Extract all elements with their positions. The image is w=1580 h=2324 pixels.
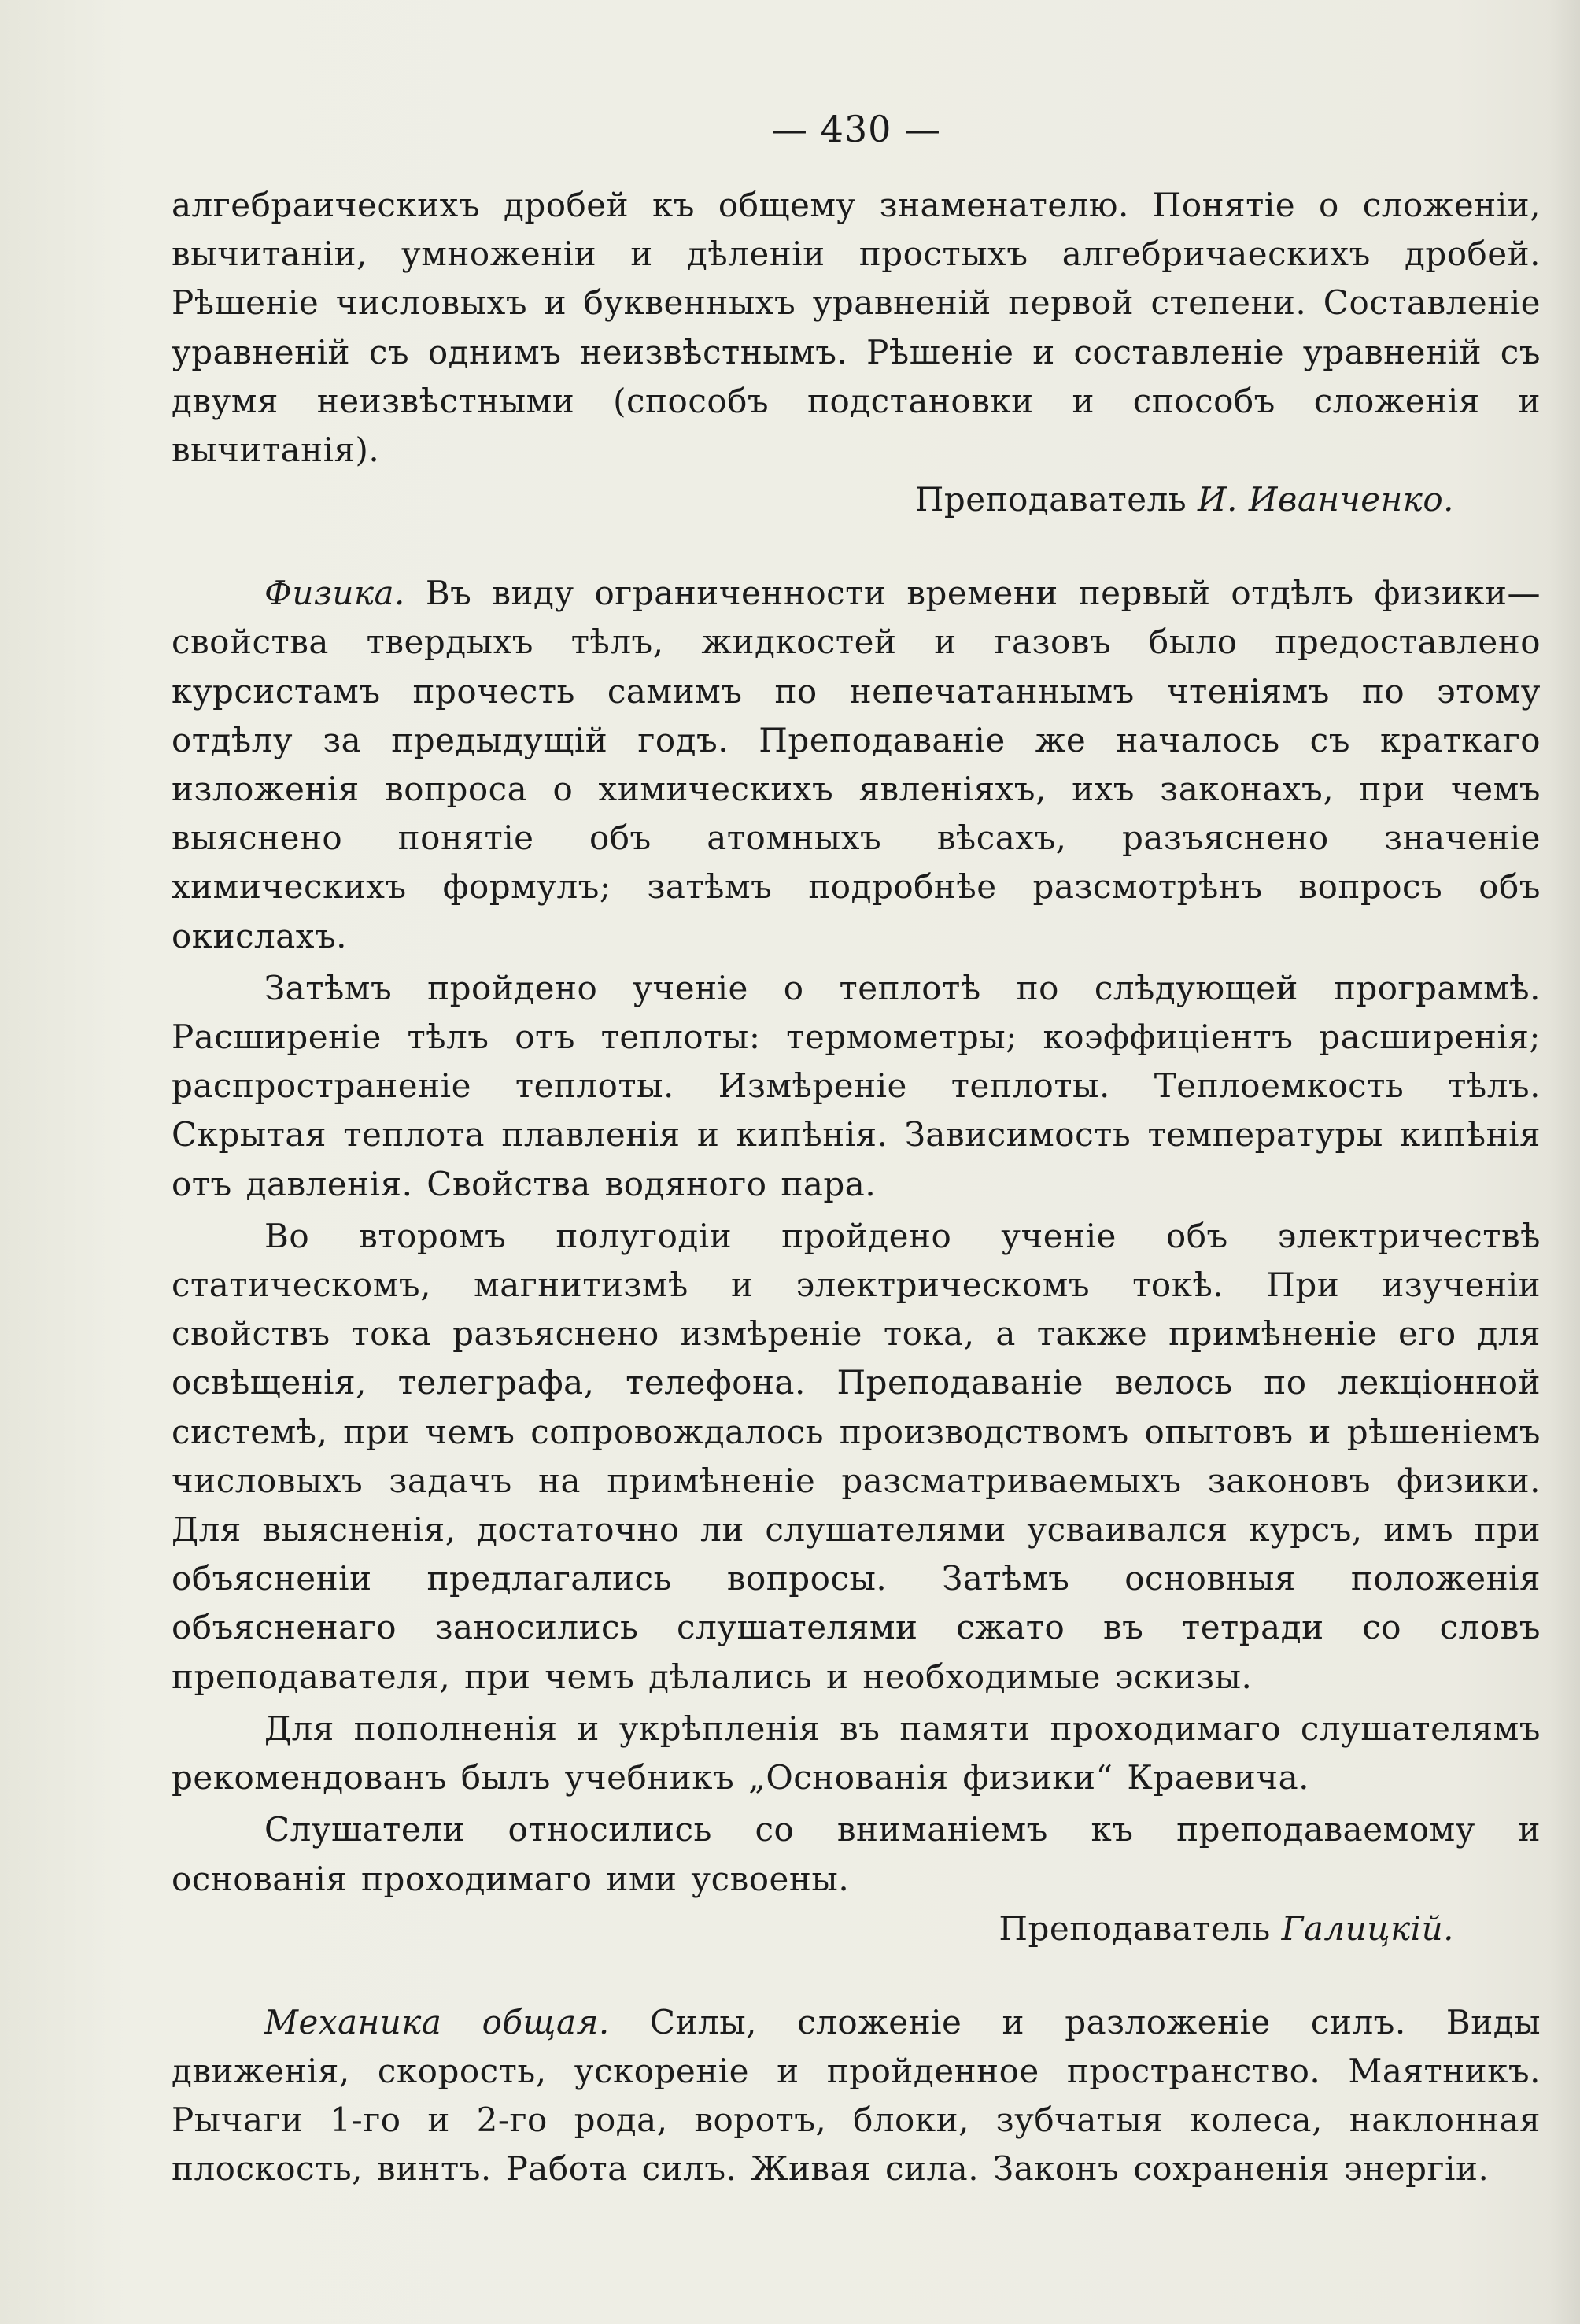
physics-electricity-paragraph: Во второмъ полугодіи пройдено ученіе объ электричествѣ статическомъ, магнитизмѣ и электрическомъ токѣ. При изученіи свойствъ тока разъяснено измѣреніе тока, а также примѣненіе его для освѣщенія, телеграфа, телефона. Преподаваніе велось по лекціонной системѣ, при чемъ сопровождалось производствомъ опытовъ и рѣшеніемъ числовыхъ задачъ на примѣненіе разсматриваемыхъ законовъ физики. Для выясненія, достаточно ли слушателями усваивался курсъ, имъ при объясненіи предлагались вопросы. Затѣмъ основныя положенія объясненаго заносились слушателями сжато въ тетради со словъ преподавателя, при чемъ дѣлались и необходимые эскизы. [172, 1216, 1541, 1696]
physics-attitude-paragraph: Слушатели относились со вниманіемъ къ преподаваемому и основанія проходимаго ими усвоены. [172, 1810, 1541, 1898]
algebra-signature [172, 475, 1541, 525]
page-number: — 430 — [770, 108, 942, 150]
signature-label: Преподаватель [914, 480, 1187, 519]
physics-intro-text: Въ виду ограниченности времени первый отдѣлъ физики—свойства твердыхъ тѣлъ, жидкостей и газовъ было предоставлено курсистамъ прочесть самимъ по непечатаннымъ чтеніямъ по этому отдѣлу за предыдущій годъ. Преподаваніе же началось съ краткаго изложенія вопроса о химическихъ явленіяхъ, ихъ законахъ, при чемъ выяснено понятіе объ атомныхъ вѣсахъ, разъяснено значеніе химическихъ формулъ; затѣмъ подробнѣе разсмотрѣнъ вопросъ объ окислахъ. [172, 574, 1541, 955]
section-gap [172, 525, 1541, 569]
section-gap [172, 1954, 1541, 1998]
physics-intro-paragraph [172, 569, 1541, 961]
physics-textbook-paragraph: Для пополненія и укрѣпленія въ памяти проходимаго слушателямъ рекомендованъ былъ учебникъ „Основанія физики“ Краевича. [172, 1709, 1541, 1797]
physics-signature [172, 1904, 1541, 1954]
mechanics-title: Механика общая. [264, 2002, 610, 2041]
signature-label: Преподаватель [999, 1908, 1271, 1948]
physics-heat-paragraph: Затѣмъ пройдено ученіе о теплотѣ по слѣдующей программѣ. Расширеніе тѣлъ отъ теплоты: термометры; коэффиціентъ расширенія; распространеніе теплоты. Измѣреніе теплоты. Теплоемкость тѣлъ. Скрытая теплота плавленія и кипѣнія. Зависимость температуры кипѣнія отъ давленія. Свойства водяного пара. [172, 968, 1541, 1203]
algebra-paragraph: алгебраическихъ дробей къ общему знаменателю. Понятіе о сложеніи, вычитаніи, умноженіи и дѣленіи простыхъ алгебричаескихъ дробей. Рѣшеніе числовыхъ и буквенныхъ уравненій первой степени. Составленіе уравненій съ однимъ неизвѣстнымъ. Рѣшеніе и составленіе уравненій съ двумя неизвѣстными (способъ подстановки и способъ сложенія и вычитанія). [172, 186, 1541, 470]
signature-name: И. Иванченко. [1198, 480, 1454, 519]
physics-title: Физика. [264, 574, 405, 613]
signature-name: Галицкій. [1281, 1908, 1454, 1948]
page-edge-shadow [1549, 0, 1580, 2324]
mechanics-paragraph [172, 1998, 1541, 2194]
mechanics-text: Силы, сложеніе и разложеніе силъ. Виды движенія, скорость, ускореніе и пройденное пространство. Маятникъ. Рычаги 1-го и 2-го рода, воротъ, блоки, зубчатыя колеса, наклонная плоскость, винтъ. Работа силъ. Живая сила. Законъ сохраненія энергіи. [172, 2002, 1541, 2189]
page-content [172, 104, 1541, 2194]
